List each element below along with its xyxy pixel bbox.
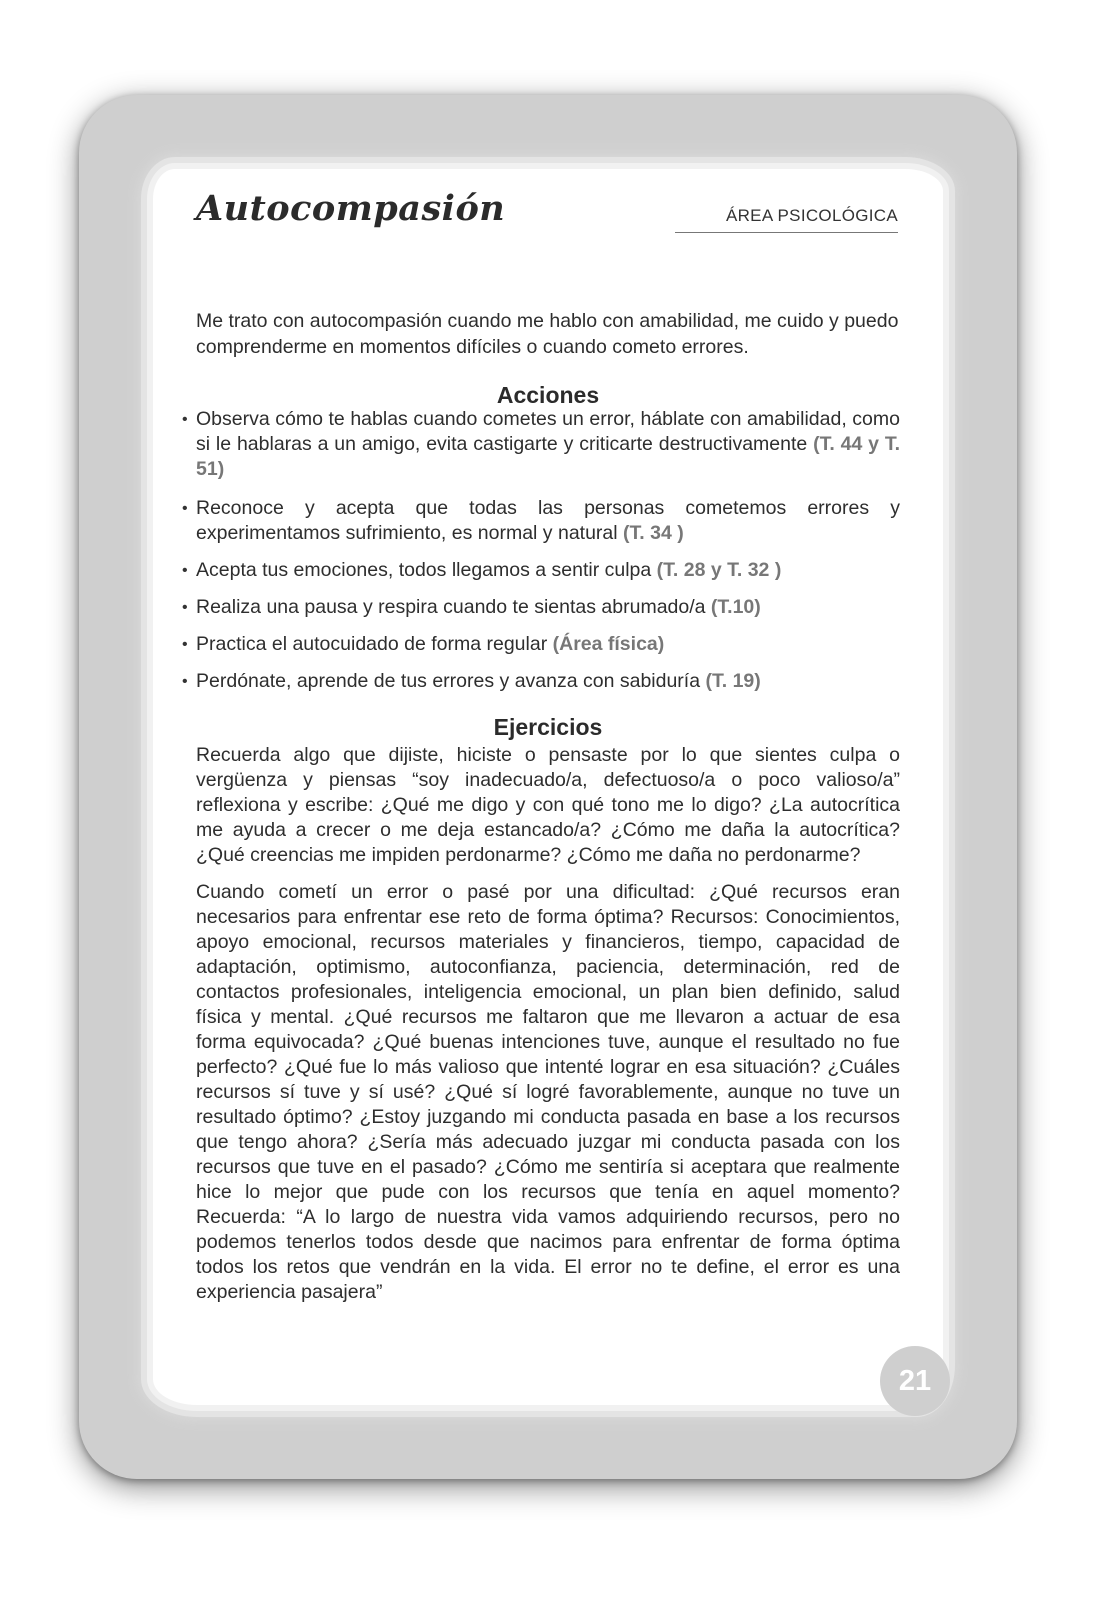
action-ref: (T. 34 ) (623, 522, 684, 544)
action-item (180, 669, 900, 694)
action-text: Realiza una pausa y respira cuando te sientas abrumado/a (196, 596, 711, 618)
intro-paragraph: Me trato con autocompasión cuando me hablo con amabilidad, me cuido y puedo comprenderme en momentos difíciles o cuando cometo errores. (196, 310, 899, 358)
action-item (180, 496, 900, 546)
action-text: Reconoce y acepta que todas las personas cometemos errores y experimentamos sufrimiento, es normal y natural (196, 497, 900, 544)
actions-list (180, 407, 900, 706)
page-title: Autocompasión (196, 188, 506, 229)
action-item (180, 558, 900, 583)
action-ref: (T. 44 y T. 51) (196, 433, 900, 480)
action-text: Practica el autocuidado de forma regular (196, 633, 553, 655)
actions-heading: Acciones (496, 382, 600, 408)
exercise-paragraph: Recuerda algo que dijiste, hiciste o pensaste por lo que sientes culpa o vergüenza y piensas “soy inadecuado/a, defectuoso/a o poco valioso/a” reflexiona y escribe: ¿Qué me digo y con qué tono me lo digo? ¿La autocrítica me ayuda a crecer o me deja estancado/a? ¿Cómo me daña la autocrítica? ¿Qué creencias me impiden perdonarme? ¿Cómo me daña no perdonarme? (196, 744, 900, 866)
page-number: 21 (880, 1346, 950, 1416)
action-item (180, 632, 900, 657)
action-text: Observa cómo te hablas cuando cometes un error, háblate con amabilidad, como si le hablaras a un amigo, evita castigarte y criticarte destructivamente (196, 408, 900, 455)
action-text: Perdónate, aprende de tus errores y avanza con sabiduría (196, 670, 706, 692)
area-label: ÁREA PSICOLÓGICA (675, 206, 898, 233)
action-ref: (Área física) (552, 633, 665, 655)
exercises-heading: Ejercicios (493, 714, 603, 740)
action-item (180, 595, 900, 620)
action-ref: (T. 19) (705, 670, 761, 692)
action-item (180, 407, 900, 482)
action-ref: (T.10) (710, 596, 761, 618)
action-text: Acepta tus emociones, todos llegamos a sentir culpa (196, 559, 657, 581)
action-ref: (T. 28 y T. 32 ) (656, 559, 782, 581)
exercise-paragraph: Cuando cometí un error o pasé por una dificultad: ¿Qué recursos eran necesarios para enfrentar ese reto de forma óptima? Recursos: Conocimientos, apoyo emocional, recursos materiales y financieros, tiempo, capacidad de adaptación, optimismo, autoconfianza, paciencia, determinación, red de contactos profesionales, inteligencia emocional, un plan bien definido, salud física y mental. ¿Qué recursos me faltaron que me llevaron a actuar de esa forma equivocada? ¿Qué buenas intenciones tuve, aunque el resultado no fue perfecto? ¿Qué fue lo más valioso que intenté lograr en esa situación? ¿Cuáles recursos sí tuve y sí usé? ¿Qué sí logré favorablemente, aunque no tuve un resultado óptimo? ¿Estoy juzgando mi conducta pasada en base a los recursos que tengo ahora? ¿Sería más adecuado juzgar mi conducta pasada con los recursos que tuve en el pasado? ¿Cómo me sentiría si aceptara que realmente hice lo mejor que pude con los recursos que tenía en aquel momento? Recuerda: “A lo largo de nuestra vida vamos adquiriendo recursos, pero no podemos tenerlos todos desde que nacimos para enfrentar de forma óptima todos los retos que vendrán en la vida. El error no te define, el error es una experiencia pasajera” (196, 881, 900, 1303)
